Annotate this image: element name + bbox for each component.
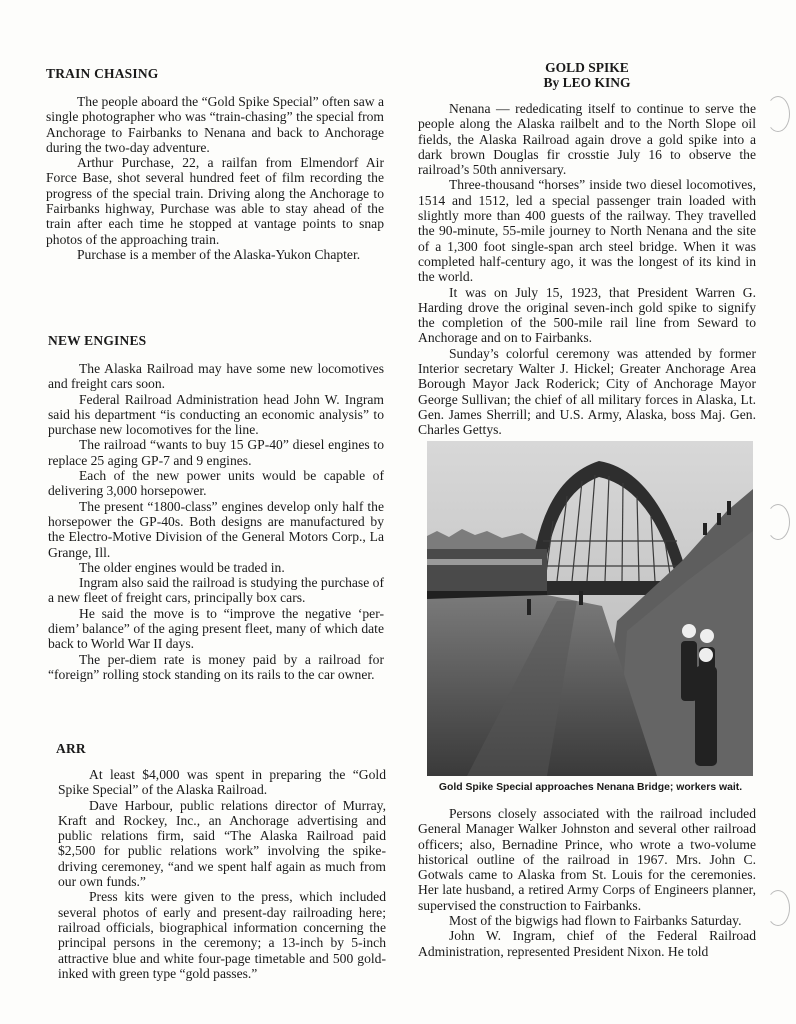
paragraph: Press kits were given to the press, which included several photos of early and present-day railroading here; railroad officials, biographical information concerning the principal persons in the ceremony; a 13-inch by 5-inch attractive blue and white four-page timetable and 500 gold-inked with green type “gold passes.” — [58, 889, 386, 981]
nenana-bridge-photo — [427, 441, 753, 776]
paragraph: Sunday’s colorful ceremony was attended by former Interior secretary Walter J. Hickel; Greater Anchorage Area Borough Mayor Jack Roderick; City of Anchorage Mayor George Sullivan; the chief of all military forces in Alaska, Lt. Gen. James Sherrill; and U.S. Army, Alaska, boss Maj. Gen. Charles Gettys. — [418, 345, 756, 438]
paragraph: The per-diem rate is money paid by a railroad for “foreign” rolling stock standing on its rails to the car owner. — [48, 651, 384, 682]
article-title-block — [418, 60, 756, 90]
paragraph: Federal Railroad Administration head John W. Ingram said his department “is conducting an economic analysis” to purchase new locomotives for the line. — [48, 391, 384, 438]
hole-punch-mark — [766, 504, 790, 540]
gold-spike-body — [418, 101, 756, 438]
article-byline: By LEO KING — [543, 75, 631, 90]
paragraph: Arthur Purchase, 22, a railfan from Elmendorf Air Force Base, shot several hundred feet of film recording the progress of the special train. Driving along the Anchorage to Fairbanks highway, Purchase was able to stay ahead of the train after each time he stopped at vantage points to snap photos of the approaching train. — [46, 155, 384, 247]
paragraph: Purchase is a member of the Alaska-Yukon Chapter. — [77, 246, 361, 262]
article-title: GOLD SPIKE — [545, 60, 629, 75]
hole-punch-mark — [766, 96, 790, 132]
heading-arr: ARR — [56, 741, 86, 756]
arr-body — [58, 767, 386, 981]
train-chasing-body — [46, 94, 384, 262]
paragraph: Most of the bigwigs had flown to Fairbanks Saturday. — [449, 913, 742, 929]
heading-train-chasing: TRAIN CHASING — [46, 66, 159, 81]
photo-caption: Gold Spike Special approaches Nenana Bridge; workers wait. — [438, 782, 743, 793]
paragraph: He said the move is to “improve the negative ‘per-diem’ balance” of the aging present fleet, many of which date back to World War II days. — [48, 605, 384, 652]
hole-punch-mark — [766, 890, 790, 926]
gold-spike-body-continued — [418, 806, 756, 959]
paragraph: The railroad “wants to buy 15 GP-40” diesel engines to replace 25 aging GP-7 and 9 engines. — [48, 437, 384, 468]
paragraph: Dave Harbour, public relations director of Murray, Kraft and Rockey, Inc., an Anchorage advertising and public relations firm, said “The Alaska Railroad paid $2,500 for public relations work” involving the spike-driving ceremoney, “and we spent half again as much from our own funds.” — [58, 797, 386, 890]
paragraph: Ingram also said the railroad is studying the purchase of a new fleet of freight cars, principally box cars. — [48, 575, 384, 606]
photo-illustration — [427, 441, 753, 776]
paragraph: It was on July 15, 1923, that President Warren G. Harding drove the original seven-inch gold spike to signify the completion of the 500-mile rail line from Seward to Anchorage and on to Fairbanks. — [418, 284, 756, 346]
paragraph: The older engines would be traded in. — [79, 559, 285, 575]
paragraph: John W. Ingram, chief of the Federal Railroad Administration, represented President Nixon. He told — [418, 928, 756, 959]
paragraph: Three-thousand “horses” inside two diesel locomotives, 1514 and 1512, led a special passenger train loaded with slightly more than 400 guests of the railway. They travelled the 90-minute, 55-mile journey to North Nenana and the site of a 1,300 foot single-span arch steel bridge. When it was completed half-century ago, it was the longest of its kind in the world. — [418, 177, 756, 285]
new-engines-body — [48, 361, 384, 682]
paragraph: The Alaska Railroad may have some new locomotives and freight cars soon. — [48, 361, 384, 392]
paragraph: Each of the new power units would be capable of delivering 3,000 horsepower. — [48, 468, 384, 499]
paragraph: Persons closely associated with the railroad included General Manager Walker Johnston and several other railroad officers; also, Bernadine Prince, who wrote a two-volume historical outline of the railroad in 1967. Mrs. John C. Gotwals came to Alaska from St. Louis for the ceremonies. Her late husband, a retired Army Corps of Engineers planner, supervised the construction to Fairbanks. — [418, 806, 756, 913]
paragraph: The people aboard the “Gold Spike Special” often saw a single photographer who was “train-chasing” the special from Anchorage to Fairbanks to Nenana and back to Anchorage during the two-day adventure. — [46, 94, 384, 155]
paragraph: The present “1800-class” engines develop only half the horsepower the GP-40s. Both designs are manufactured by the Electro-Motive Division of the General Motors Corp., La Grange, Ill. — [48, 498, 384, 560]
paragraph: Nenana — rededicating itself to continue to serve the people along the Alaska railbelt and to the North Slope oil fields, the Alaska Railroad again drove a gold spike into a dark brown Douglas fir crosstie July 16 to observe the railroad’s 50th anniversary. — [418, 101, 756, 178]
heading-new-engines: NEW ENGINES — [48, 333, 147, 348]
paragraph: At least $4,000 was spent in preparing the “Gold Spike Special” of the Alaska Railroad. — [58, 767, 386, 798]
